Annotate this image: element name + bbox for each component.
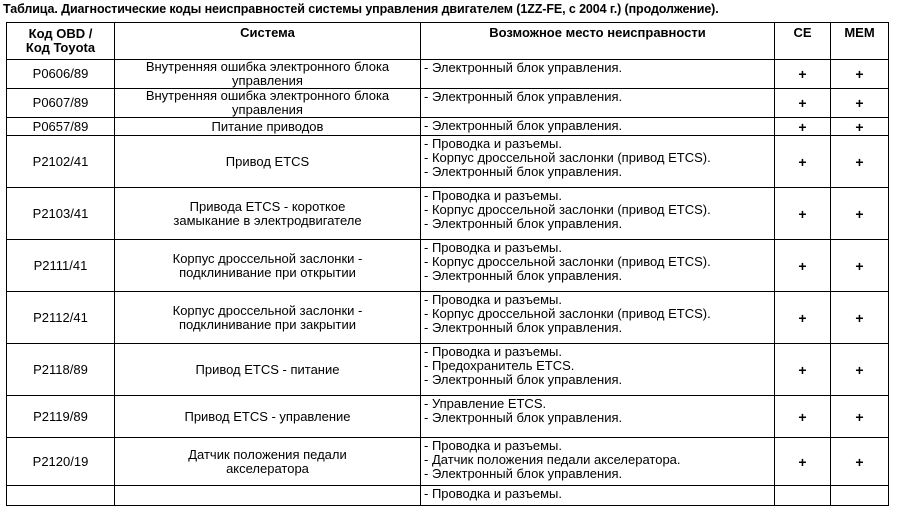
location-cell [421,344,775,396]
ce-flag: + [775,89,831,118]
dtc-code: P2119/89 [7,396,115,438]
dtc-code: P2120/19 [7,438,115,486]
system-cell [115,118,421,136]
table-row [7,188,889,240]
location-item: - Проводка и разъемы. [424,240,562,255]
system-text: Внутренняя ошибка электронного блока [145,88,390,103]
system-text: Датчик положения педали [188,446,347,462]
system-text: подклинивание при закрытии [178,316,357,332]
mem-flag: + [831,344,889,396]
location-item: - Проводка и разъемы. [424,188,562,203]
location-item: - Электронный блок управления. [424,89,623,104]
table-row [7,240,889,292]
table-row [7,136,889,188]
system-text: акселератора [226,460,309,476]
table-row [7,60,889,89]
location-item: - Электронный блок управления. [424,216,623,231]
table-row [7,438,889,486]
system-cell [115,396,421,438]
location-item: - Корпус дроссельной заслонки (привод ETCS). [424,150,711,165]
location-item: - Электронный блок управления. [424,164,623,179]
ce-flag: + [775,240,831,292]
ce-flag: + [775,344,831,396]
table-row [7,118,889,136]
mem-flag: + [831,60,889,89]
ce-flag: + [775,438,831,486]
system-text: Внутренняя ошибка электронного блока [145,59,390,74]
location-item: - Проводка и разъемы. [424,344,562,359]
system-text: Питание приводов [211,118,324,134]
mem-flag: + [831,136,889,188]
dtc-code: P2103/41 [7,188,115,240]
location-item: - Электронный блок управления. [424,410,623,425]
header-system: Система [115,23,421,60]
location-cell [421,188,775,240]
header-ce: CE [775,23,831,60]
dtc-code: P0657/89 [7,118,115,136]
table-title: Таблица. Диагностические коды неисправностей системы управления двигателем (1ZZ-FE, с 2004 г.) (продолжение). [3,2,719,16]
system-cell [115,136,421,188]
mem-flag: + [831,240,889,292]
mem-flag: + [831,292,889,344]
ce-flag: + [775,188,831,240]
ce-flag: + [775,292,831,344]
header-mem: MEM [831,23,889,60]
dtc-code: P2111/41 [7,240,115,292]
location-cell [421,240,775,292]
table-row [7,292,889,344]
system-cell [115,344,421,396]
location-cell [421,396,775,438]
dtc-code: P2112/41 [7,292,115,344]
system-text: замыкание в электродвигателе [173,212,362,228]
ce-flag: + [775,60,831,89]
header-location: Возможное место неисправности [421,23,775,60]
location-item: - Проводка и разъемы. [424,438,562,453]
location-cell [421,60,775,89]
dtc-table [6,22,889,506]
mem-flag: + [831,89,889,118]
location-cell [421,136,775,188]
system-cell [115,240,421,292]
location-item: - Электронный блок управления. [424,320,623,335]
location-item: - Проводка и разъемы. [424,486,562,501]
mem-flag: + [831,438,889,486]
location-item: - Электронный блок управления. [424,466,623,481]
mem-flag: + [831,118,889,136]
location-item: - Проводка и разъемы. [424,136,562,151]
location-cell [421,438,775,486]
location-item: - Предохранитель ETCS. [424,358,575,373]
location-item: - Управление ETCS. [424,396,547,411]
location-item: - Датчик положения педали акселератора. [424,452,681,467]
header-code-line2: Код Toyota [25,40,96,55]
location-item: - Электронный блок управления. [424,60,623,75]
ce-flag: + [775,136,831,188]
dtc-code: P2118/89 [7,344,115,396]
location-item: - Электронный блок управления. [424,372,623,387]
table-row [7,89,889,118]
mem-flag: + [831,396,889,438]
dtc-code: P0606/89 [7,60,115,89]
location-item: - Проводка и разъемы. [424,292,562,307]
location-item: - Корпус дроссельной заслонки (привод ETCS). [424,202,711,217]
location-item: - Корпус дроссельной заслонки (привод ETCS). [424,306,711,321]
header-row [7,23,889,60]
table-row [7,344,889,396]
system-text: Корпус дроссельной заслонки - [172,302,363,318]
system-cell [115,438,421,486]
mem-flag: + [831,188,889,240]
system-text: подклинивание при открытии [179,264,356,280]
location-cell [421,292,775,344]
system-text: Привода ETCS - короткое [189,198,346,214]
ce-flag: + [775,118,831,136]
system-cell [115,60,421,89]
system-text: Корпус дроссельной заслонки - [172,250,363,266]
system-text: Привод ETCS [225,153,310,169]
header-code [7,23,115,60]
dtc-code: P2102/41 [7,136,115,188]
location-item: - Корпус дроссельной заслонки (привод ETCS). [424,254,711,269]
system-text: управления [232,73,303,88]
system-cell [115,292,421,344]
system-text: Привод ETCS - питание [195,361,340,377]
system-text: Привод ETCS - управление [184,408,351,424]
system-cell [115,188,421,240]
dtc-code: P0607/89 [7,89,115,118]
system-text: управления [232,102,303,117]
header-code-line1: Код OBD / [28,26,93,41]
ce-flag: + [775,396,831,438]
system-cell [115,89,421,118]
location-cell [421,118,775,136]
table-row [7,396,889,438]
location-item: - Электронный блок управления. [424,268,623,283]
location-item: - Электронный блок управления. [424,118,623,133]
location-cell [421,89,775,118]
